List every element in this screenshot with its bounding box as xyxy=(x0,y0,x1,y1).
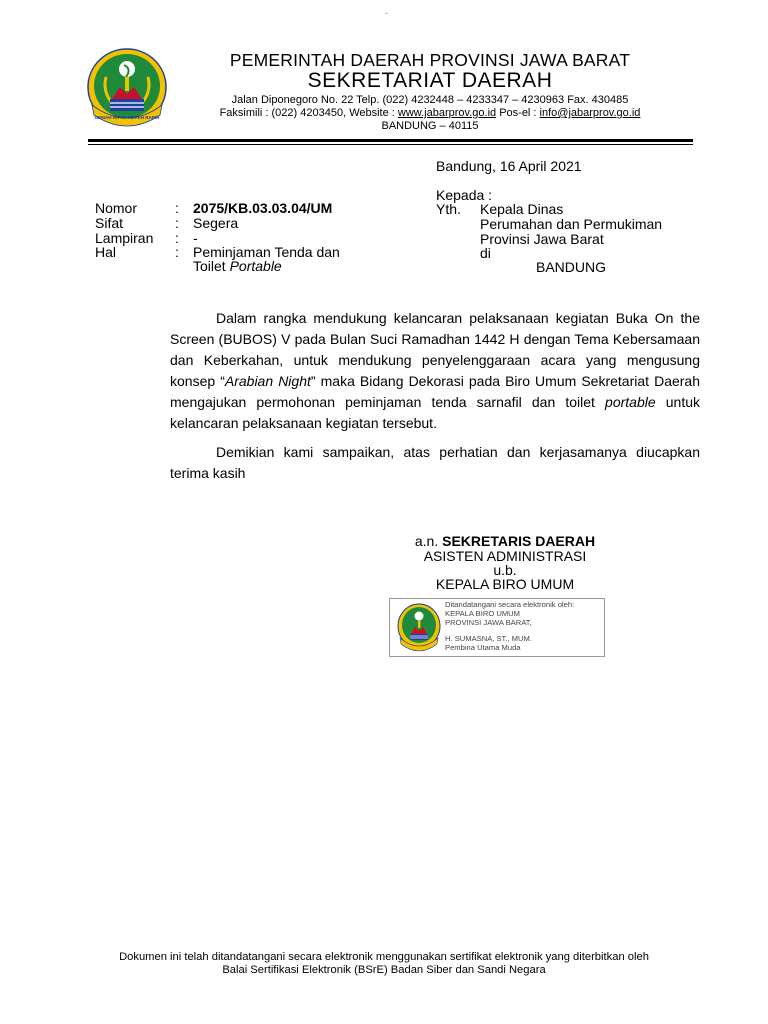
body-paragraph-1 xyxy=(170,308,700,434)
nomor-value: 2075/KB.03.03.04/UM xyxy=(193,200,333,216)
hal-label: Hal xyxy=(95,244,117,260)
p1-text-b: ” maka Bidang Dekorasi pada Biro Umum Sekretariat Daerah mengajukan permohonan peminjaman tenda sarnafil dan toilet xyxy=(170,373,701,410)
recipient-title: Kepala Dinas xyxy=(480,201,564,217)
sifat-value: Segera xyxy=(193,215,239,231)
recipient-city: BANDUNG xyxy=(536,259,607,275)
west-java-emblem-logo xyxy=(86,47,168,129)
sifat-colon: : xyxy=(175,215,179,231)
letterhead-divider-thin xyxy=(88,144,693,145)
letterhead-divider-thick xyxy=(88,139,693,142)
hal-value-line1: Peminjaman Tenda dan xyxy=(193,244,340,260)
footer-notice-line2: Balai Sertifikasi Elektronik (BSrE) Badan Siber dan Sandi Negara xyxy=(222,964,546,976)
esign-caption: Ditandatangani secara elektronik oleh: xyxy=(445,600,575,609)
website-link[interactable]: www.jabarprov.go.id xyxy=(397,107,497,119)
recipient-agency: Perumahan dan Permukiman xyxy=(480,216,663,232)
nomor-colon: : xyxy=(175,200,179,216)
body-paragraph-2 xyxy=(170,442,700,484)
nomor-label: Nomor xyxy=(95,200,138,216)
an-prefix: a.n. xyxy=(414,533,443,549)
lampiran-colon: : xyxy=(175,230,179,246)
email-link[interactable]: info@jabarprov.go.id xyxy=(539,107,641,119)
hal-value-line2 xyxy=(193,259,282,274)
yth-label: Yth. xyxy=(436,201,461,217)
fax-text: Faksimili : (022) 4203450, Website : xyxy=(219,107,398,119)
p1-text-c: untuk kelancaran pelaksanaan kegiatan tersebut. xyxy=(170,394,701,431)
kepada-label: Kepada : xyxy=(436,187,493,203)
esign-position: KEPALA BIRO UMUM xyxy=(445,609,520,618)
letter-date: Bandung, 16 April 2021 xyxy=(436,158,582,174)
p1-text-a: Dalam rangka mendukung kelancaran pelaksanaan kegiatan Buka On the Screen (BUBOS) V pada Bulan Suci Ramadhan 1442 H dengan Tema Kebersamaan dan Keberkahan, untuk mendukung penyelenggaraan acara yang mengusung konsep “ xyxy=(170,310,700,389)
p1-italic-portable: portable xyxy=(605,394,656,410)
signature-ub: u.b. xyxy=(493,562,517,578)
p1-italic-arabian-night: Arabian Night xyxy=(224,373,311,389)
signature-asisten: ASISTEN ADMINISTRASI xyxy=(423,548,587,564)
recipient-province: Provinsi Jawa Barat xyxy=(480,231,604,247)
letterhead-contact xyxy=(170,107,690,120)
hal-colon: : xyxy=(175,244,179,260)
letterhead-office: SEKRETARIAT DAERAH xyxy=(307,69,553,92)
page-marker: - xyxy=(385,8,388,18)
letterhead-address: Jalan Diponegoro No. 22 Telp. (022) 4232448 – 4233347 – 4230963 Fax. 430485 xyxy=(231,94,629,106)
lampiran-value: - xyxy=(193,230,198,246)
email-label: Pos-el : xyxy=(496,107,540,119)
lampiran-label: Lampiran xyxy=(95,230,154,246)
hal-value-italic: Portable xyxy=(229,258,282,274)
letterhead-city: BANDUNG – 40115 xyxy=(381,120,479,132)
esign-emblem-logo xyxy=(396,602,442,652)
hal-value-plain: Toilet xyxy=(193,258,230,274)
sifat-label: Sifat xyxy=(95,215,124,231)
recipient-di: di xyxy=(480,245,491,261)
esign-signer-rank: Pembina Utama Muda xyxy=(445,643,521,652)
emblem-motto: GEMAH RIPAH REPEH RAPIH xyxy=(94,115,160,120)
letterhead-government: PEMERINTAH DAERAH PROVINSI JAWA BARAT xyxy=(229,50,631,70)
esign-province: PROVINSI JAWA BARAT, xyxy=(445,618,532,627)
esign-signer-name: H. SUMASNA, ST., MUM. xyxy=(445,634,532,643)
footer-notice-line1: Dokumen ini telah ditandatangani secara elektronik menggunakan sertifikat elektronik yang diterbitkan oleh xyxy=(119,951,649,963)
signature-kepala-biro: KEPALA BIRO UMUM xyxy=(435,576,575,592)
an-title: SEKRETARIS DAERAH xyxy=(442,533,596,549)
p2-text: Demikian kami sampaikan, atas perhatian dan kerjasamanya diucapkan terima kasih xyxy=(170,444,700,481)
